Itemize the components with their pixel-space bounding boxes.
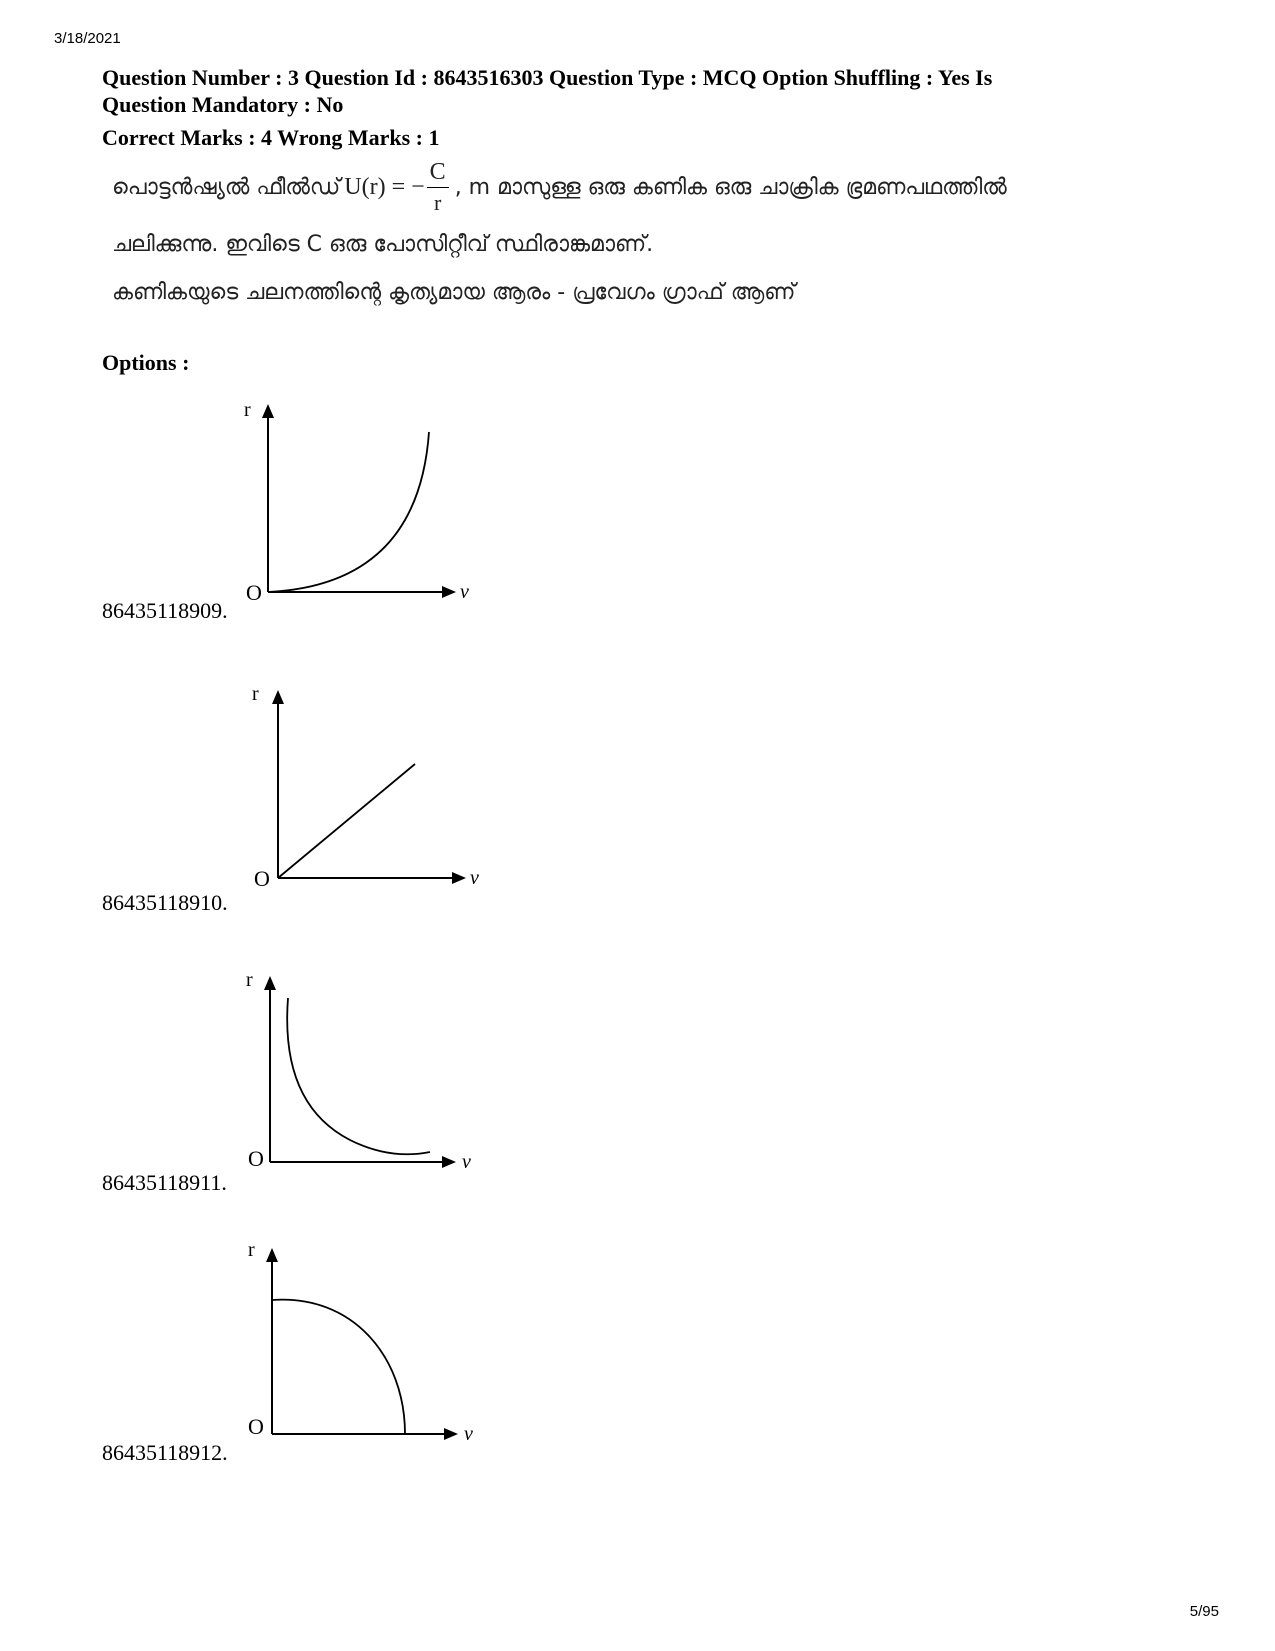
curve: [268, 432, 429, 592]
question-suffix: , m മാസുള്ള ഒരു കണിക ഒരു ചാക്രിക ഭ്രമണപഥത്തിൽ: [454, 174, 1007, 200]
x-axis-label: v: [470, 867, 479, 889]
option-3-id: 86435118911.: [102, 1170, 227, 1195]
marks-line: Correct Marks : 4 Wrong Marks : 1: [102, 125, 440, 150]
x-axis-label: v: [460, 581, 469, 603]
origin-label: O: [248, 1146, 264, 1171]
option-2-graph: [248, 684, 498, 889]
curve: [287, 998, 430, 1154]
y-axis-label: r: [252, 683, 259, 705]
meta-line-1: Question Number : 3 Question Id : 8643516303 Question Type : MCQ Option Shuffling : Yes Is: [102, 65, 993, 90]
y-axis-arrow-icon: [262, 404, 274, 418]
question-meta: [102, 64, 1162, 151]
question-text: [112, 154, 1212, 316]
origin-label: O: [254, 866, 270, 891]
question-line-2: ചലിക്കുന്നു. ഇവിടെ C ഒരു പോസിറ്റീവ് സ്ഥിരാങ്കമാണ്.: [112, 231, 654, 257]
option-2-id: 86435118910.: [102, 890, 228, 915]
y-axis-label: r: [244, 399, 251, 421]
option-1-graph: [238, 400, 488, 605]
options-label: Options :: [102, 350, 190, 375]
formula-lhs: U(r) = −: [344, 173, 425, 200]
option-3-graph: [240, 964, 490, 1173]
formula-denominator: r: [434, 190, 442, 215]
option-4-graph: [242, 1236, 492, 1445]
y-axis-label: r: [248, 1239, 255, 1261]
option-1-id: 86435118909.: [102, 598, 228, 623]
x-axis-arrow-icon: [442, 1156, 456, 1168]
x-axis-label: v: [462, 1151, 471, 1173]
y-axis-label: r: [246, 969, 253, 991]
print-date: 3/18/2021: [54, 30, 121, 47]
option-4-id: 86435118912.: [102, 1440, 228, 1465]
question-line-3: കണികയുടെ ചലനത്തിന്റെ കൃത്യമായ ആരം - പ്രവേഗം ഗ്രാഫ് ആണ്: [112, 279, 796, 305]
origin-label: O: [248, 1414, 264, 1439]
y-axis-arrow-icon: [266, 1248, 278, 1262]
potential-formula: [344, 160, 450, 214]
question-line-1: [112, 154, 1212, 220]
formula-numerator: C: [427, 160, 449, 188]
x-axis-label: v: [464, 1423, 473, 1445]
question-prefix: പൊട്ടൻഷ്യൽ ഫീൽഡ്: [112, 174, 341, 200]
x-axis-arrow-icon: [452, 872, 466, 884]
meta-line-2: Question Mandatory : No: [102, 92, 344, 117]
y-axis-arrow-icon: [264, 976, 276, 990]
formula-fraction: [427, 160, 449, 214]
curve: [278, 764, 415, 878]
page-number: 5/95: [1189, 1603, 1219, 1620]
y-axis-arrow-icon: [272, 690, 284, 704]
origin-label: O: [246, 580, 262, 605]
curve: [272, 1300, 405, 1434]
x-axis-arrow-icon: [442, 586, 456, 598]
x-axis-arrow-icon: [444, 1428, 458, 1440]
